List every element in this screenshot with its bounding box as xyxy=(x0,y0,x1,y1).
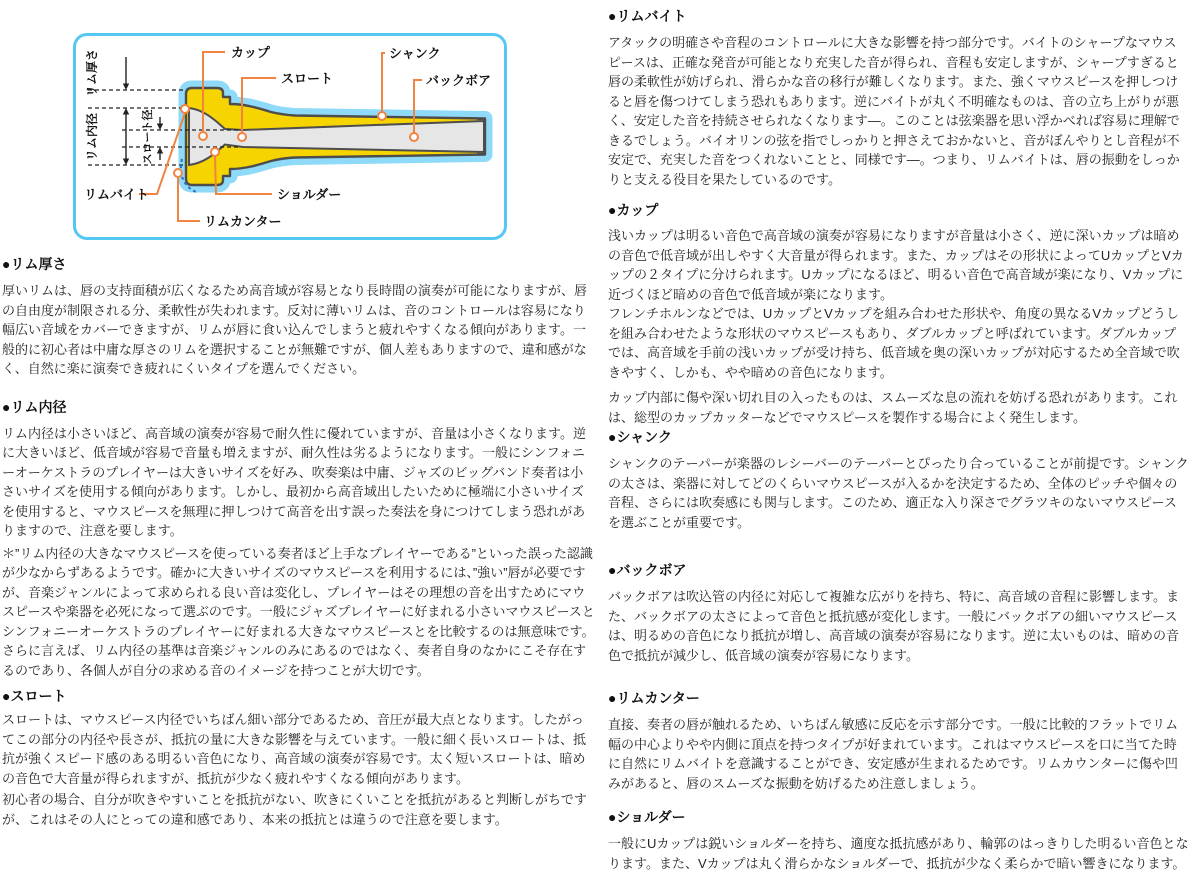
section-title-cup: ●カップ xyxy=(608,202,659,218)
label-shoulder: ショルダー xyxy=(277,187,342,202)
left-column xyxy=(2,0,596,829)
paragraph-cup-1: 浅いカップは明るい音色で高音域の演奏が容易になりますが音量は小さく、逆に深いカップは暗めの音色で低音域が出しやすく大音量が得られます。また、カップはその形状によってUカップとVカップの２タイプに分けられます。Uカップになるほど、明るい音色で高音域が楽になり、Vカップに近づくほど暗めの音色で低音域が楽になります。 xyxy=(608,228,1184,302)
paragraph-shank-1: シャンクのテーパーが楽器のレシーバーのテーパーとぴったり合っていることが前提です。シャンクの太さは、楽器に対してどのくらいマウスピースが入るかを決定するため、全体のピッチや個々の音程、さらには吹奏感にも関与します。このため、適正な入り深さでグラツキのないマウスピースを選ぶことが重要です。 xyxy=(608,456,1189,530)
section-title-shoulder: ●ショルダー xyxy=(608,809,686,825)
paragraph-shoulder-1: 一般にUカップは鋭いショルダーを持ち、適度な抵抗感があり、輪郭のはっきりした明るい音色となります。また、Vカップは丸く滑らかなショルダーで、抵抗が少なく柔らかで暗い響きになります。 xyxy=(608,836,1189,871)
paragraph-rim-counter-1: 直接、奏者の唇が触れるため、いちばん敏感に反応を示す部分です。一般に比較的フラットでリム幅の中心よりやや内側に頂点を持つタイプが好まれています。これはマウスピースを口に当てた時に自然にリムバイトを意識することができ、安定感が生まれるためです。リムカウンターに傷や凹みがあると、唇のスムーズな振動を妨げるため注意しましょう。 xyxy=(608,717,1179,791)
right-column xyxy=(608,0,1189,873)
mouthpiece-diagram-frame xyxy=(73,33,507,240)
dim-label-throat-diameter: スロート径 xyxy=(142,109,154,165)
label-shank: シャンク xyxy=(389,46,441,61)
paragraph-rim-inner-diameter-1: リム内径は小さいほど、高音域の演奏が容易で耐久性に優れていますが、音量は小さくなります。逆に大きいほど、低音域が容易で音量も増えますが、耐久性は劣るようになります。一般にシンフォニーオーケストラのプレイヤーは大きいサイズを好み、吹奏楽は中庸、ジャズのビッグバンド奏者は小さいサイズを使用する傾向があります。しかし、最初から高音域出したいために極端に小さいサイズを使用すると、マウスピースを無理に押しつけて高音を出す誤った奏法を身につけてしまう恐れがありますので、注意を要します。 xyxy=(2,425,586,538)
paragraph-cup-3: カップ内部に傷や深い切れ目の入ったものは、スムーズな息の流れを妨げる恐れがあります。これは、総型のカップカッターなどでマウスピースを製作する場合によく発生します。 xyxy=(608,390,1178,425)
dim-label-rim-thickness: リム厚さ xyxy=(85,48,99,98)
section-title-shank: ●シャンク xyxy=(608,429,672,445)
paragraph-throat-1: スロートは、マウスピース内径でいちばん細い部分であるため、音圧が最大点となります。したがってこの部分の内径や長さが、抵抗の量に大きな影響を与えています。一般に細く長いスロートは、抵抗が強くスピード感のある明るい音色になり、高音域の演奏が容易です。太く短いスロートは、暗めの音色で大音量が得られますが、抵抗が少なく疲れやすくなる傾向があります。 xyxy=(2,712,586,786)
section-title-backbore: ●バックボア xyxy=(608,562,687,578)
section-title-rim-counter: ●リムカンター xyxy=(608,690,700,706)
dim-label-rim-inner-diameter: リム内径 xyxy=(85,112,99,162)
section-title-rim-bite: ●リムバイト xyxy=(608,8,687,24)
label-rim-counter: リムカンター xyxy=(204,214,282,229)
paragraph-rim-inner-diameter-2: ＊”リム内径の大きなマウスピースを使っている奏者ほど上手なプレイヤーである”といった誤った認識が少なからずあるようです。確かに大きいサイズのマウスピースを利用するには、”強い”唇が必要ですが、音楽ジャンルによって求められる良い音は変化し、プレイヤーはその理想の音を出すためにマウスピースや楽器を必死になって選ぶのです。一般にジャズプレイヤーに好まれる小さいマウスピースとシンフォニーオーケストラのプレイヤーに好まれる大きなマウスピースとを比較するのは無意味です。さらに言えば、リム内径の基準は音楽ジャンルのみにあるのではなく、奏者自身のなかにこそ存在するのであり、各個人が自分の求める音のイメージを持つことが大切です。 xyxy=(2,545,595,678)
label-throat: スロート xyxy=(281,71,334,86)
section-title-rim-inner-diameter: ●リム内径 xyxy=(2,398,67,415)
mouthpiece-diagram xyxy=(76,36,504,237)
paragraph-rim-bite-1: アタックの明確さや音程のコントロールに大きな影響を持つ部分です。バイトのシャープなマウスピースは、正確な発音が可能となり充実した音が得られ、音程も安定しますが、シャープすぎると唇の柔軟性が妨げられ、滑らかな音の移行が難しくなります。また、強くマウスピースを押しつけると唇を傷つけてしまう恐れもあります。逆にバイトが丸く不明確なものは、音の立ち上がりが悪く、安定した音を持続させられなくなります―。このことは弦楽器を思い浮かべれば容易に理解できるでしょう。バイオリンの弦を指でしっかりと押さえておかないと、音がぼんやりとし音程が不安定で、充実した音をつくれないことと、同様です―。つまり、リムバイトは、唇の振動をしっかりと支える役目を果たしているのです。 xyxy=(608,35,1180,187)
paragraph-backbore-1: バックボアは吹込管の内径に対応して複雑な広がりを持ち、特に、高音域の音程に影響します。また、バックボアの太さによって音色と抵抗感が変化します。一般にバックボアの細いマウスピースは、明るめの音色になり抵抗が増し、高音域の演奏が容易になります。逆に太いものは、暗めの音色で抵抗が減少し、低音域の演奏が容易になります。 xyxy=(608,589,1179,663)
label-cup: カップ xyxy=(231,45,270,60)
paragraph-throat-2: 初心者の場合、自分が吹きやすいことを抵抗がない、吹きにくいことを抵抗があると判断しがちですが、これはその人にとっての違和感であり、本来の抵抗とは違うので注意を要します。 xyxy=(2,792,587,827)
paragraph-rim-thickness-1: 厚いリムは、唇の支持面積が広くなるため高音域が容易となり長時間の演奏が可能になりますが、唇の自由度が制限される分、柔軟性が失われます。反対に薄いリムは、音のコントロールは容易になり幅広い音域をカバーできますが、リムが唇に食い込んでしまうと疲れやすくなる傾向があります。一般的に初心者は中庸な厚さのリムを選択することが無難ですが、個人差もありますので、違和感がなく、自然に楽に演奏でき疲れにくいタイプを選んでください。 xyxy=(2,283,588,376)
label-backbore: バックボア xyxy=(426,73,492,88)
section-title-throat: ●スロート xyxy=(2,688,67,704)
section-title-rim-thickness: ●リム厚さ xyxy=(2,256,67,272)
label-rim-bite: リムバイト xyxy=(84,187,150,202)
paragraph-cup-2: フレンチホルンなどでは、UカップとVカップを組み合わせた形状や、角度の異なるVカップどうしを組み合わせたような形状のマウスピースもあり、ダブルカップと呼ばれています。ダブルカップでは、高音域を手前の浅いカップが受け持ち、低音域を奥の深いカップが対応するため全音域で吹きやすく、しかも、やや暗めの音色になります。 xyxy=(608,306,1180,380)
